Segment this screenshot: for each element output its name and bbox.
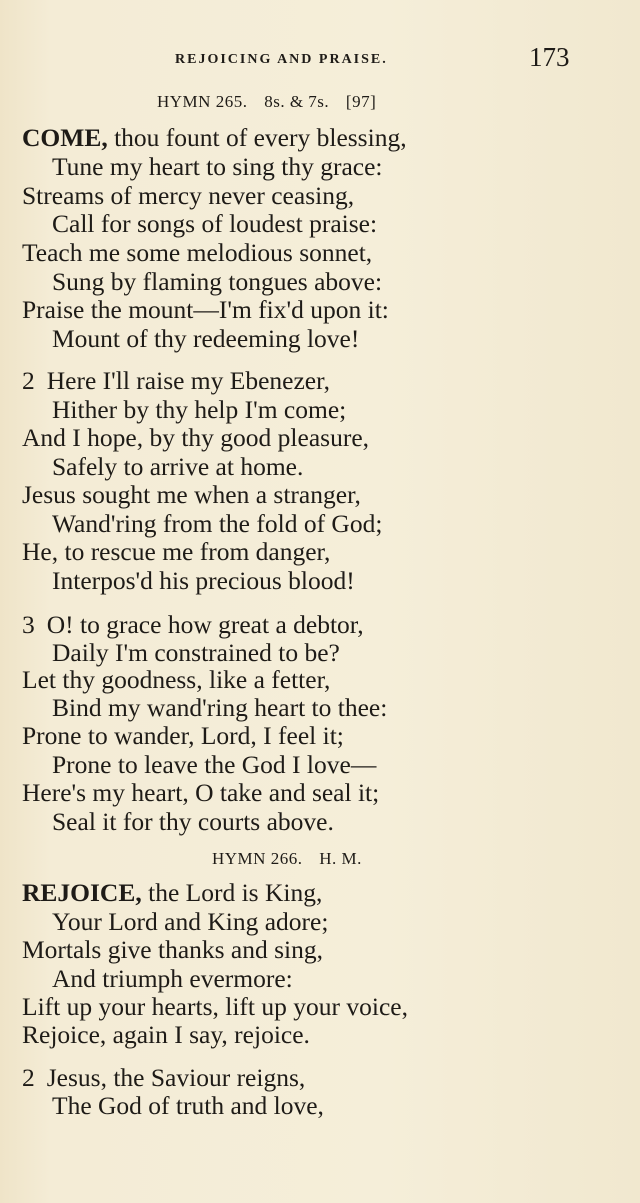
stanza-number: 2 (22, 366, 35, 395)
verse-line: Streams of mercy never ceasing, (22, 181, 355, 210)
verse-line: Rejoice, again I say, rejoice. (22, 1020, 310, 1049)
verse-line: Teach me some melodious sonnet, (22, 238, 373, 267)
verse-line: Your Lord and King adore; (52, 907, 329, 936)
first-line-rest: Jesus, the Saviour reigns, (46, 1063, 306, 1092)
verse-line: Call for songs of loudest praise: (52, 209, 378, 238)
verse-line: Here's my heart, O take and seal it; (22, 778, 380, 807)
verse-line: Wand'ring from the fold of God; (52, 509, 383, 538)
running-title: REJOICING AND PRAISE. (175, 52, 388, 67)
verse-line: Praise the mount—I'm fix'd upon it: (22, 295, 389, 324)
verse-line: Daily I'm constrained to be? (52, 638, 340, 667)
verse-line: Safely to arrive at home. (52, 452, 304, 481)
hymn-266-heading (212, 849, 362, 869)
verse-line-first (22, 880, 322, 906)
verse-line: Jesus sought me when a stranger, (22, 480, 361, 509)
verse-line-first (22, 125, 407, 151)
verse-line: The God of truth and love, (52, 1091, 324, 1120)
verse-line: Interpos'd his precious blood! (52, 566, 355, 595)
page-number: 173 (529, 42, 570, 72)
verse-line: Hither by thy help I'm come; (52, 395, 347, 424)
first-line-rest: Here I'll raise my Ebenezer, (46, 366, 330, 395)
verse-line: Mortals give thanks and sing, (22, 935, 324, 964)
verse-line: Tune my heart to sing thy grace: (52, 152, 383, 181)
hymn-265-heading (157, 92, 376, 112)
hymn-meter: 8s. & 7s. (264, 92, 330, 111)
verse-line-first (22, 1065, 305, 1091)
hymn-number: HYMN 266. (212, 849, 303, 868)
verse-line: And I hope, by thy good pleasure, (22, 423, 370, 452)
verse-line-first (22, 612, 364, 638)
verse-line-first (22, 368, 330, 394)
verse-line: Mount of thy redeeming love! (52, 324, 360, 353)
hymn-tune: [97] (345, 92, 377, 111)
verse-line: Prone to leave the God I love— (52, 750, 377, 779)
hymn-meter: H. M. (319, 849, 362, 868)
verse-line: And triumph evermore: (52, 964, 293, 993)
first-line-rest: thou fount of every blessing, (107, 123, 407, 152)
first-line-rest: O! to grace how great a debtor, (46, 610, 364, 639)
stanza-number: 2 (22, 1063, 35, 1092)
verse-line: Prone to wander, Lord, I feel it; (22, 721, 344, 750)
verse-line: Seal it for thy courts above. (52, 807, 334, 836)
verse-line: Lift up your hearts, lift up your voice, (22, 992, 408, 1021)
first-line-rest: the Lord is King, (141, 878, 323, 907)
first-word: REJOICE, (22, 878, 142, 907)
first-word: COME, (22, 123, 108, 152)
verse-line: He, to rescue me from danger, (22, 537, 331, 566)
stanza-number: 3 (22, 610, 35, 639)
verse-line: Let thy goodness, like a fetter, (22, 665, 331, 694)
verse-line: Bind my wand'ring heart to thee: (52, 693, 388, 722)
hymn-number: HYMN 265. (157, 92, 248, 111)
verse-line: Sung by flaming tongues above: (52, 267, 383, 296)
